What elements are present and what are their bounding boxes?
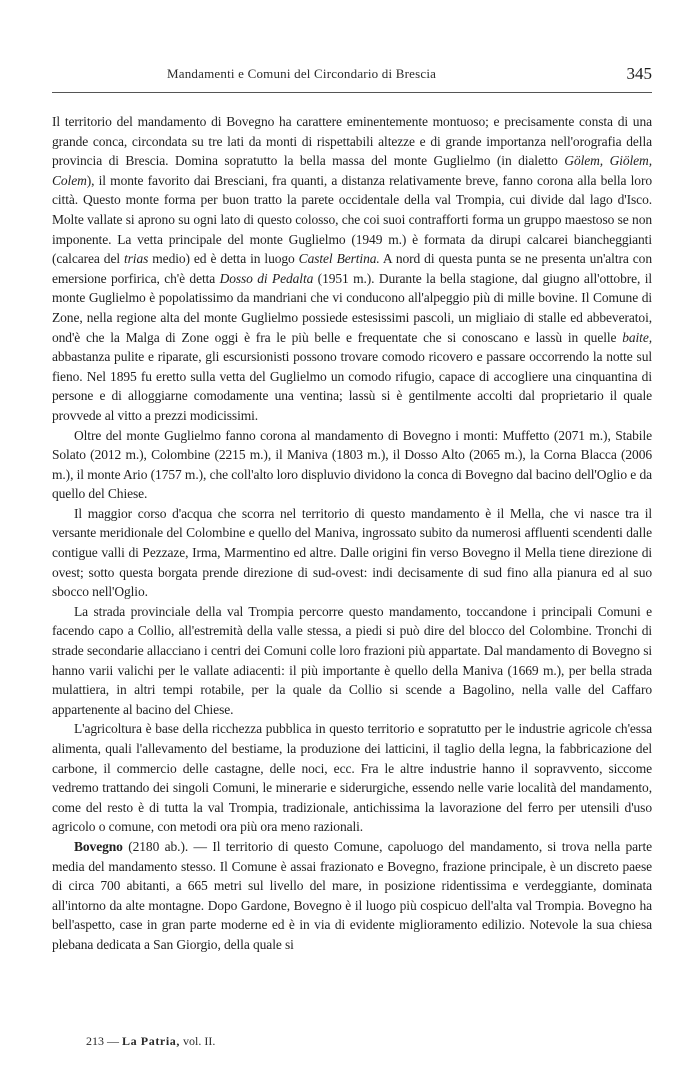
italic-run: baite, [622, 329, 652, 345]
signature-footer [86, 1034, 215, 1049]
text-run: medio) ed è detta in luogo [148, 251, 299, 267]
paragraph-6 [52, 837, 652, 955]
signature-volume: vol. II. [183, 1034, 216, 1048]
page-number: 345 [626, 64, 652, 83]
text-run: abbastanza pulite e riparate, gli escursionisti possono trovare comodo ricovero e passare occorrendo la notte sul fieno. Nel 1895 fu eretto sulla vetta del Guglielmo un comodo rifugio, capace di accogliere una cinquantina di persone e di alloggiarne comodamente una ventina; lassù si è gentilmente accolti dal proprietario il quale provvede al vitto a prezzi modicissimi. [52, 349, 652, 423]
signature-number: 213 — [86, 1034, 119, 1048]
signature-title: La Patria, [122, 1034, 180, 1048]
entry-heading: Bovegno [74, 838, 123, 854]
header-rule [52, 92, 652, 93]
paragraph-4: La strada provinciale della val Trompia percorre questo mandamento, toccandone i principali Comuni e facendo capo a Collio, all'estremità della valle stessa, a piedi si può dire del blocco del Colombine. Tronchi di strade secondarie allacciano i centri dei Comuni colle loro frazioni più appartate. Dal mandamento di Bovegno si hanno varii valichi per le vallate adiacenti: il più importante è quello della Maniva (1669 m.), per bella strada mulattiera, in altri tempi rotabile, per la quale da Collio si scende a Bagolino, nella valle del Caffaro appartenente al bacino del Chiese. [52, 603, 652, 717]
italic-run: trias [124, 251, 149, 267]
body-text [52, 112, 652, 955]
text-run: (2180 ab.). — Il territorio di questo Comune, capoluogo del mandamento, si trova nella parte media del mandamento stesso. Il Comune è assai frazionato e Bovegno, frazione principale, è un discreto paese di circa 700 abitanti, a 665 metri sul livello del mare, in posizione ridentissima e verdeggiante, dominata all'intorno da alte montagne. Dopo Gardone, Bovegno è il luogo più cospicuo dell'alta val Trompia. Bovegno ha bell'aspetto, case in gran parte moderne ed è in via di evidente miglioramento edilizio. Notevole la sua chiesa plebana dedicata a San Giorgio, della quale si [52, 838, 652, 952]
paragraph-1 [52, 112, 652, 426]
running-title: Mandamenti e Comuni del Circondario di Brescia [167, 66, 437, 81]
italic-run: Dosso di Pedalta [219, 270, 314, 286]
text-run: Il territorio del mandamento di Bovegno ha carattere eminentemente montuoso; e precisamente consta di una grande conca, circondata su tre lati da monti di rispettabili altezze e di grande importanza nell'orografia della provincia di Brescia. Domina sopratutto la bella massa del monte Guglielmo (in dialetto [52, 114, 652, 169]
paragraph-5: L'agricoltura è base della ricchezza pubblica in questo territorio e sopratutto per le industrie agricole ch'essa alimenta, quali l'allevamento del bestiame, la produzione dei latticini, il taglio della legna, la fabbricazione del carbone, il commercio delle castagne, delle noci, ecc. Fra le altre industrie hanno il sopravvento, siccome vedremo trattando dei singoli Comuni, le minerarie e siderurgiche, essendo nelle varie località del mandamento, come del resto è di tutta la val Trompia, tradizionale, antichissima la lavorazione del ferro per utensili d'uso agricolo o comune, con metodi ora più ora meno razionali. [52, 721, 652, 835]
text-run: (1951 m.). Durante la bella stagione, dal giugno all'ottobre, il monte Guglielmo è popolatissimo da mandriani che vi conducono all'alpeggio più di mille bovine. Il Comune di Zone, nella regione alta del monte Guglielmo possiede estesissimi pascoli, un migliaio di stalle ed abbeveratoi, ond'è che la Malga di Zone oggi è fra le più belle e frequentate che si conoscano e lassù in quelle [52, 270, 652, 345]
italic-run: Castel Bertina. [298, 251, 380, 267]
paragraph-2: Oltre del monte Guglielmo fanno corona al mandamento di Bovegno i monti: Muffetto (2071 m.), Stabile Solato (2012 m.), Colombine (2215 m.), il Maniva (1803 m.), il Dosso Alto (2065 m.), la Corna Blacca (2006 m.), il monte Ario (1757 m.), che coll'alto loro displuvio dividono la conca di Bovegno dal bacino dell'Oglio e da quello del Chiese. [52, 427, 652, 502]
paragraph-3: Il maggior corso d'acqua che scorra nel territorio di questo mandamento è il Mella, che vi nasce tra il versante meridionale del Colombine e quello del Maniva, ingrossato subito da numerosi affluenti scendenti dalle contigue valli di Pezzaze, Irma, Marmentino ed altre. Dalle origini fin verso Bovegno il Mella tiene direzione di ovest; sotto questa borgata prende direzione di sud-ovest: indi decisamente di sud fino alla pianura ed al suo sbocco nell'Oglio. [52, 505, 652, 600]
text-run: ), il monte favorito dai Bresciani, fra quanti, a distanza relativamente breve, fanno corona alla bella loro città. Questo monte forma per buon tratto la parete occidentale della val Trompia, cui divide dal lago d'Isco. Molte vallate si aprono su ogni lato di questo colosso, che coi suoi contrafforti forma un gruppo maestoso se non imponente. La vetta principale del monte Guglielmo (1949 m.) è formata da dirupi calcarei biancheggianti (calcarea del [52, 172, 652, 267]
page-header [52, 66, 652, 86]
text-run: A nord di questa punta se ne presenta un'altra con emersione porfirica, ch'è detta [52, 251, 652, 286]
italic-run: Gölem, Giölem, Colem [52, 153, 652, 188]
